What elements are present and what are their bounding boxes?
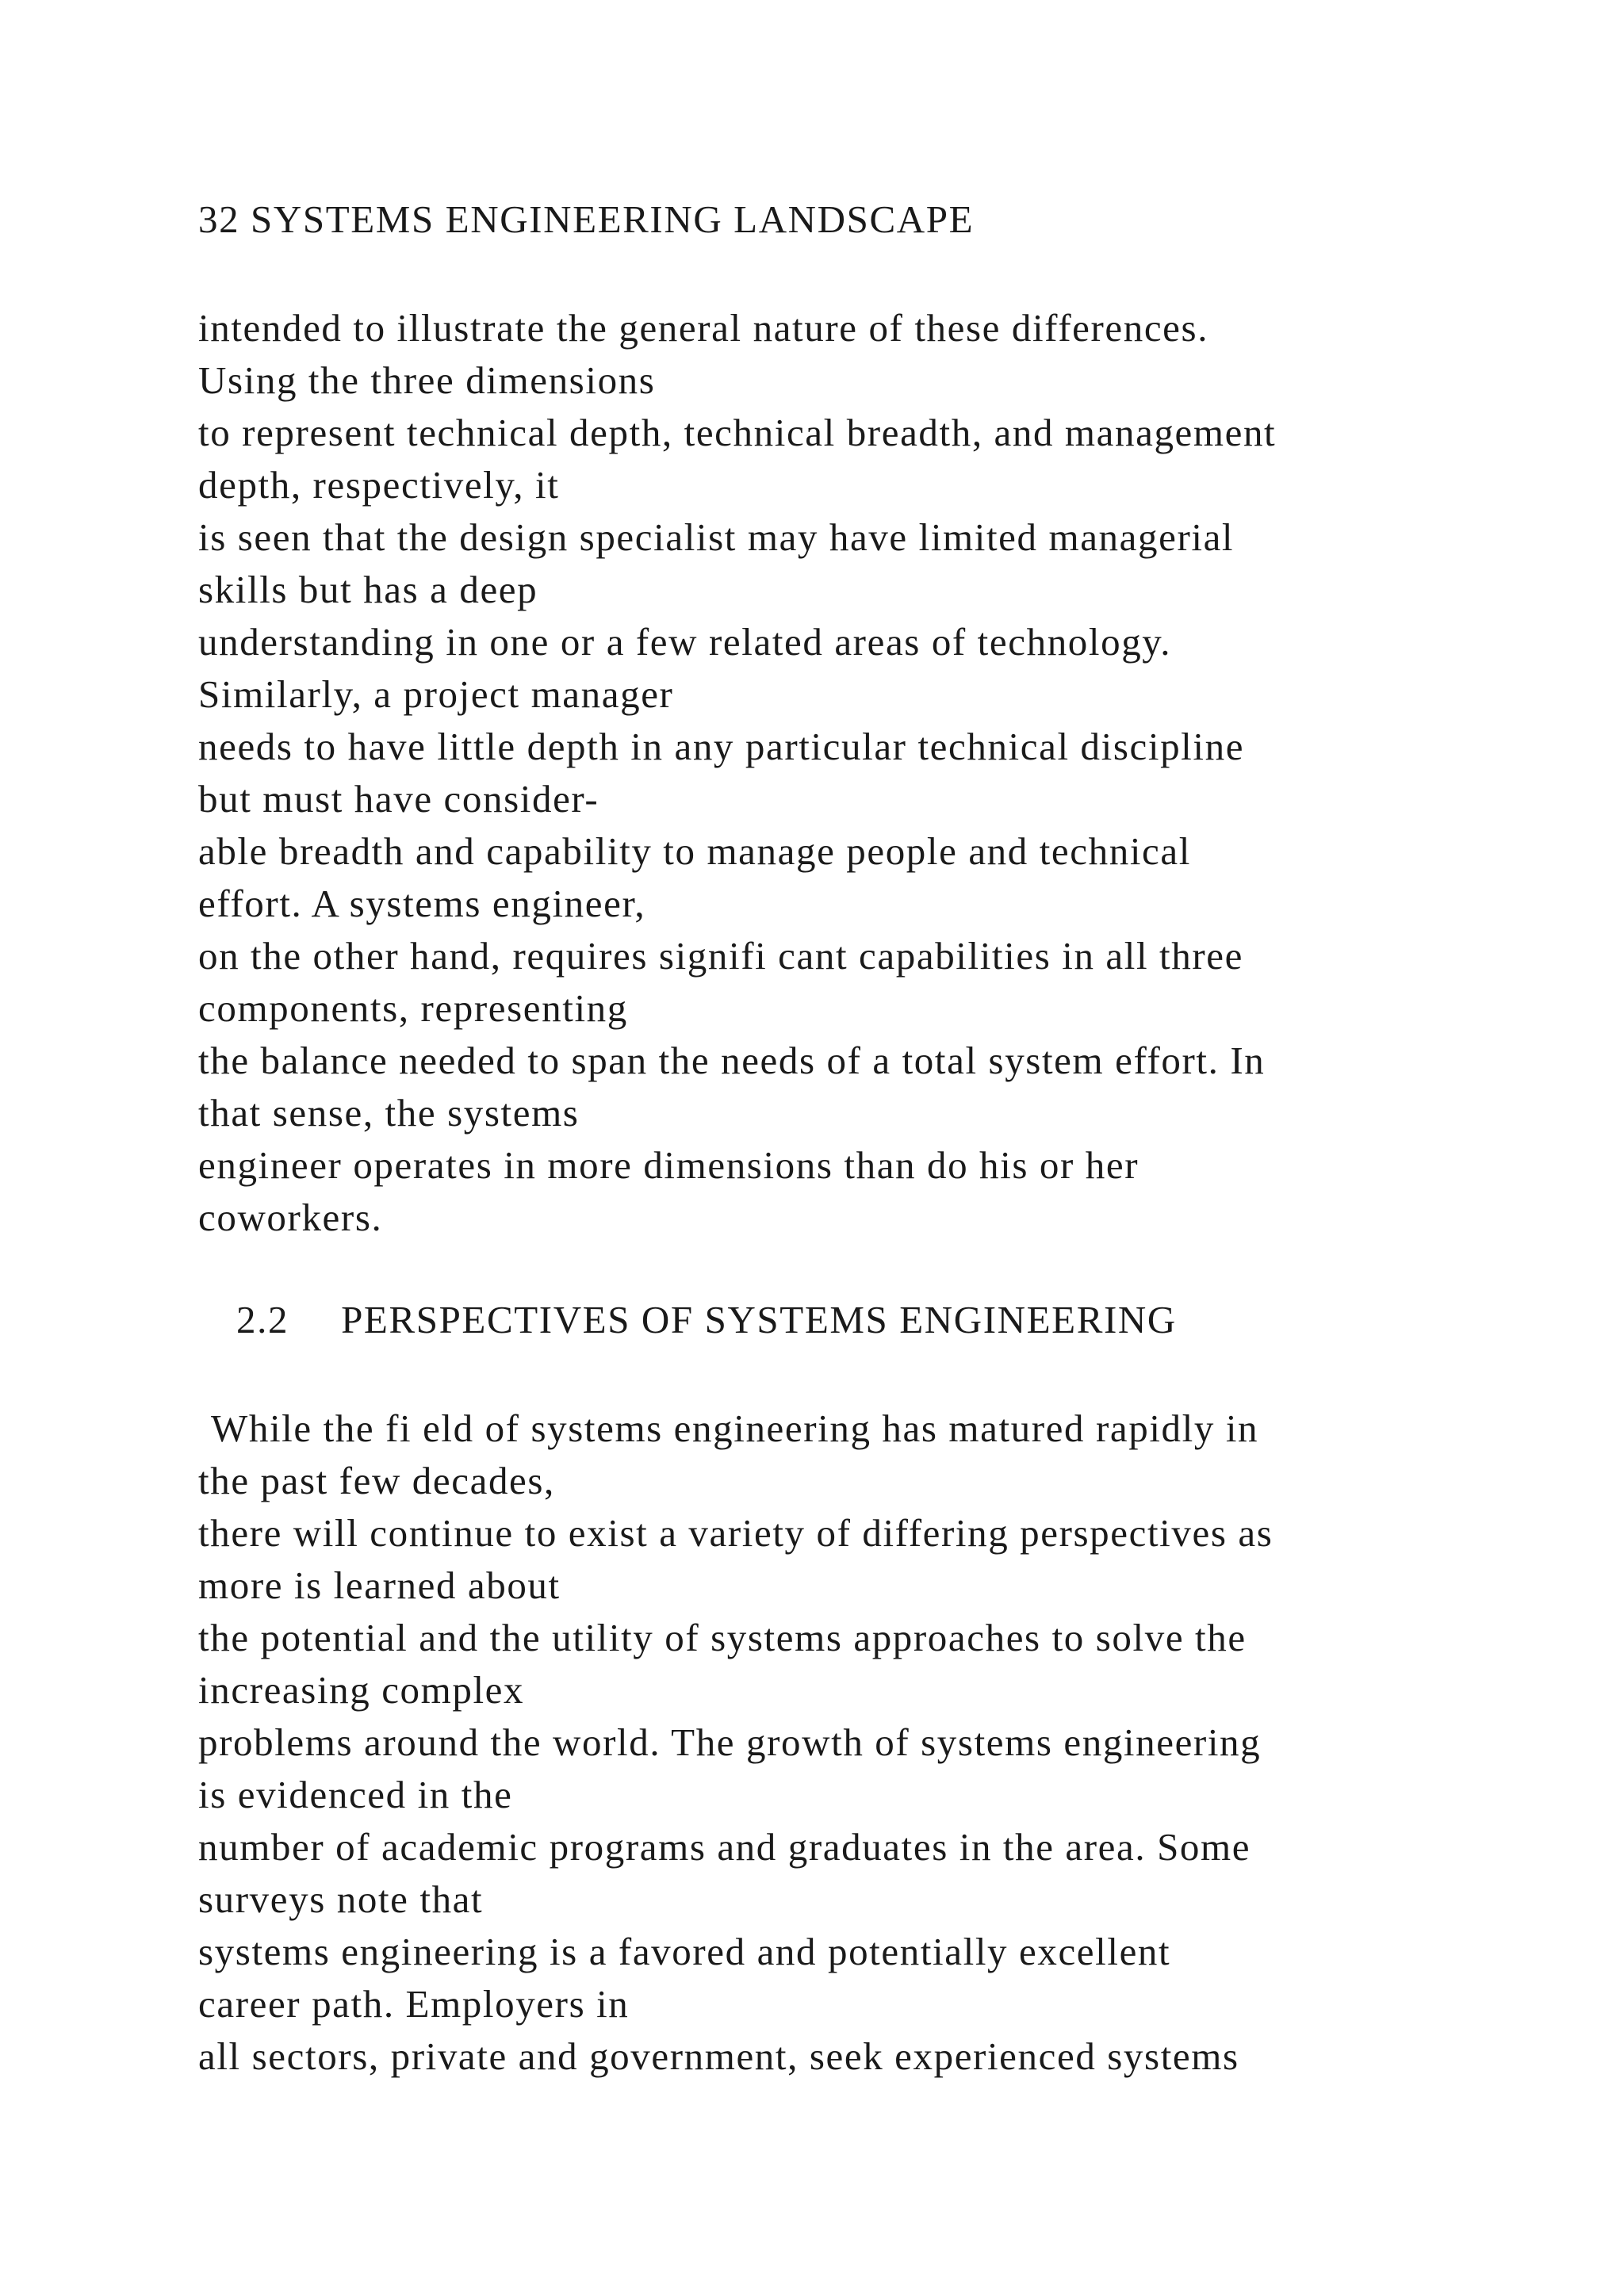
text-line: components, representing [198,986,628,1030]
text-line: Similarly, a project manager [198,672,674,716]
text-line: on the other hand, requires signifi cant capabilities in all three [198,934,1243,978]
text-line: skills but has a deep [198,568,538,611]
text-line: to represent technical depth, technical breadth, and management [198,411,1277,454]
text-line: Using the three dimensions [198,358,656,402]
text-line: there will continue to exist a variety of differing perspectives as [198,1511,1274,1555]
text-line: systems engineering is a favored and potentially excellent [198,1930,1171,1973]
text-line: surveys note that [198,1877,484,1921]
text-line: problems around the world. The growth of systems engineering [198,1720,1262,1764]
text-line: more is learned about [198,1563,561,1607]
text-line: intended to illustrate the general nature of these differences. [198,306,1209,350]
text-line: effort. A systems engineer, [198,882,646,925]
text-line: coworkers. [198,1196,383,1239]
running-header: 32 SYSTEMS ENGINEERING LANDSCAPE [198,197,975,241]
text-line: While the fi eld of systems engineering has matured rapidly in [211,1406,1259,1450]
text-line: number of academic programs and graduates in the area. Some [198,1825,1251,1869]
text-line: depth, respectively, it [198,463,560,507]
text-line: increasing complex [198,1668,525,1712]
text-line: engineer operates in more dimensions than do his or her [198,1143,1139,1187]
text-line: but must have consider- [198,777,599,821]
text-line: that sense, the systems [198,1091,580,1135]
text-line: understanding in one or a few related areas of technology. [198,620,1172,664]
section-title: PERSPECTIVES OF SYSTEMS ENGINEERING [341,1298,1177,1341]
text-line: career path. Employers in [198,1982,630,2026]
text-line: the balance needed to span the needs of a total system effort. In [198,1039,1266,1082]
text-line: is seen that the design specialist may have limited managerial [198,515,1235,559]
text-line: the past few decades, [198,1459,555,1502]
text-line: the potential and the utility of systems approaches to solve the [198,1616,1247,1659]
section-number: 2.2 [236,1298,289,1341]
text-line: able breadth and capability to manage people and technical [198,829,1191,873]
text-line: needs to have little depth in any particular technical discipline [198,725,1245,768]
text-line: all sectors, private and government, seek experienced systems [198,2034,1239,2078]
section-heading [236,1300,1177,1339]
text-line: is evidenced in the [198,1773,513,1816]
